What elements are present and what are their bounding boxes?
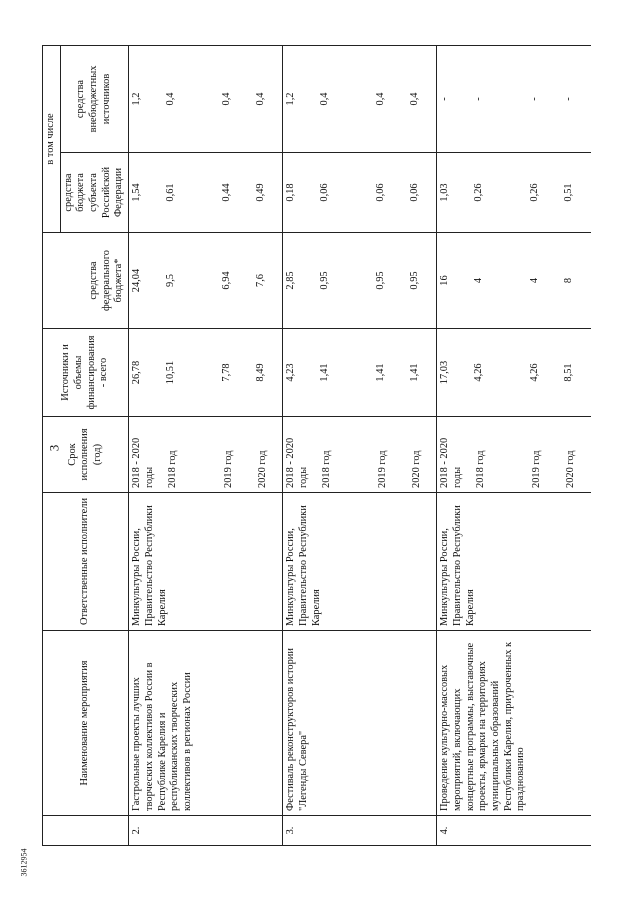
row-federal: 4 [527,233,561,329]
row-period: 2020 год [561,417,591,493]
row-total: 26,78 [129,329,163,417]
row-federal: 9,5 [163,233,219,329]
row-period: 2018 год [163,417,219,493]
row-extra: - [527,46,561,153]
header-regional: средства бюджета субъекта Российской Федерации [60,153,128,233]
table-row [437,46,471,846]
row-period: 2019 год [373,417,407,493]
row-extra: - [437,46,471,153]
row-period: 2018 год [317,417,373,493]
header-extra: средства внебюджетных источников [60,46,128,153]
row-total: 8,49 [253,329,283,417]
row-regional: 0,49 [253,153,283,233]
row-extra: 0,4 [407,46,437,153]
row-federal: 2,85 [283,233,317,329]
row-period: 2018 - 2020 годы [283,417,317,493]
row-regional: 0,51 [561,153,591,233]
document-id: 3612954 [19,848,29,877]
table-row [129,46,163,846]
header-name: Наименование мероприятия [43,631,129,816]
header-total: Источники и объемы финансирования - всего [43,329,129,417]
page-number: 3 [46,444,62,452]
row-period: 2019 год [527,417,561,493]
row-period: 2018 - 2020 годы [129,417,163,493]
row-regional: 0,06 [317,153,373,233]
row-regional: 0,61 [163,153,219,233]
row-federal: 8 [561,233,591,329]
row-federal: 0,95 [373,233,407,329]
row-period: 2018 год [471,417,527,493]
row-total: 17,03 [437,329,471,417]
header-federal: средства федерального бюджета* [88,250,125,311]
row-total: 8,51 [561,329,591,417]
row-federal: 0,95 [317,233,373,329]
row-period: 2018 - 2020 годы [437,417,471,493]
row-federal: 6,94 [219,233,253,329]
rotated-table-container [42,46,577,846]
row-extra: 1,2 [283,46,317,153]
row-extra: - [561,46,591,153]
row-name: Проведение культурно-массовых мероприятий, включающих концертные программы, выставочные проекты, ярмарки на территориях муниципальных образований Республики Карелия, приуроченных к празднованию [437,631,591,816]
row-period: 2020 год [407,417,437,493]
row-regional: 0,06 [373,153,407,233]
row-total: 4,26 [471,329,527,417]
row-federal: 7,6 [253,233,283,329]
row-executors: Минкультуры России, Правительство Республики Карелия [283,493,437,631]
row-regional: 0,06 [407,153,437,233]
header-num [43,816,129,846]
row-total: 1,41 [373,329,407,417]
header-including: в том числе [43,46,61,233]
row-federal: 24,04 [129,233,163,329]
row-regional: 0,18 [283,153,317,233]
row-extra: 0,4 [253,46,283,153]
row-period: 2019 год [219,417,253,493]
row-total: 1,41 [317,329,373,417]
row-extra: - [471,46,527,153]
header-period: Срок исполнения (год) [43,417,129,493]
row-total: 4,26 [527,329,561,417]
row-extra: 0,4 [317,46,373,153]
row-total: 7,78 [219,329,253,417]
row-federal: 4 [471,233,527,329]
row-extra: 0,4 [163,46,219,153]
row-extra: 0,4 [219,46,253,153]
header-blank [43,233,129,329]
table-row [283,46,317,846]
row-total: 4,23 [283,329,317,417]
row-total: 1,41 [407,329,437,417]
row-federal: 0,95 [407,233,437,329]
row-period: 2020 год [253,417,283,493]
row-total: 10,51 [163,329,219,417]
row-federal: 16 [437,233,471,329]
row-extra: 0,4 [373,46,407,153]
row-executors: Минкультуры России, Правительство Республики Карелия [129,493,283,631]
header-executors: Ответственные исполнители [43,493,129,631]
financing-table [42,45,591,846]
row-number: 2. [129,816,283,846]
row-regional: 1,03 [437,153,471,233]
row-regional: 1,54 [129,153,163,233]
row-regional: 0,44 [219,153,253,233]
row-number: 3. [283,816,437,846]
row-executors: Минкультуры России, Правительство Республики Карелия [437,493,591,631]
row-name: Фестиваль реконструкторов истории "Легенды Севера" [283,631,437,816]
row-number: 4. [437,816,591,846]
row-name: Гастрольные проекты лучших творческих коллективов России в Республике Карелия и республиканских творческих коллективов в регионах России [129,631,283,816]
table-body [129,46,591,846]
row-extra: 1,2 [129,46,163,153]
row-regional: 0,26 [471,153,527,233]
row-regional: 0,26 [527,153,561,233]
